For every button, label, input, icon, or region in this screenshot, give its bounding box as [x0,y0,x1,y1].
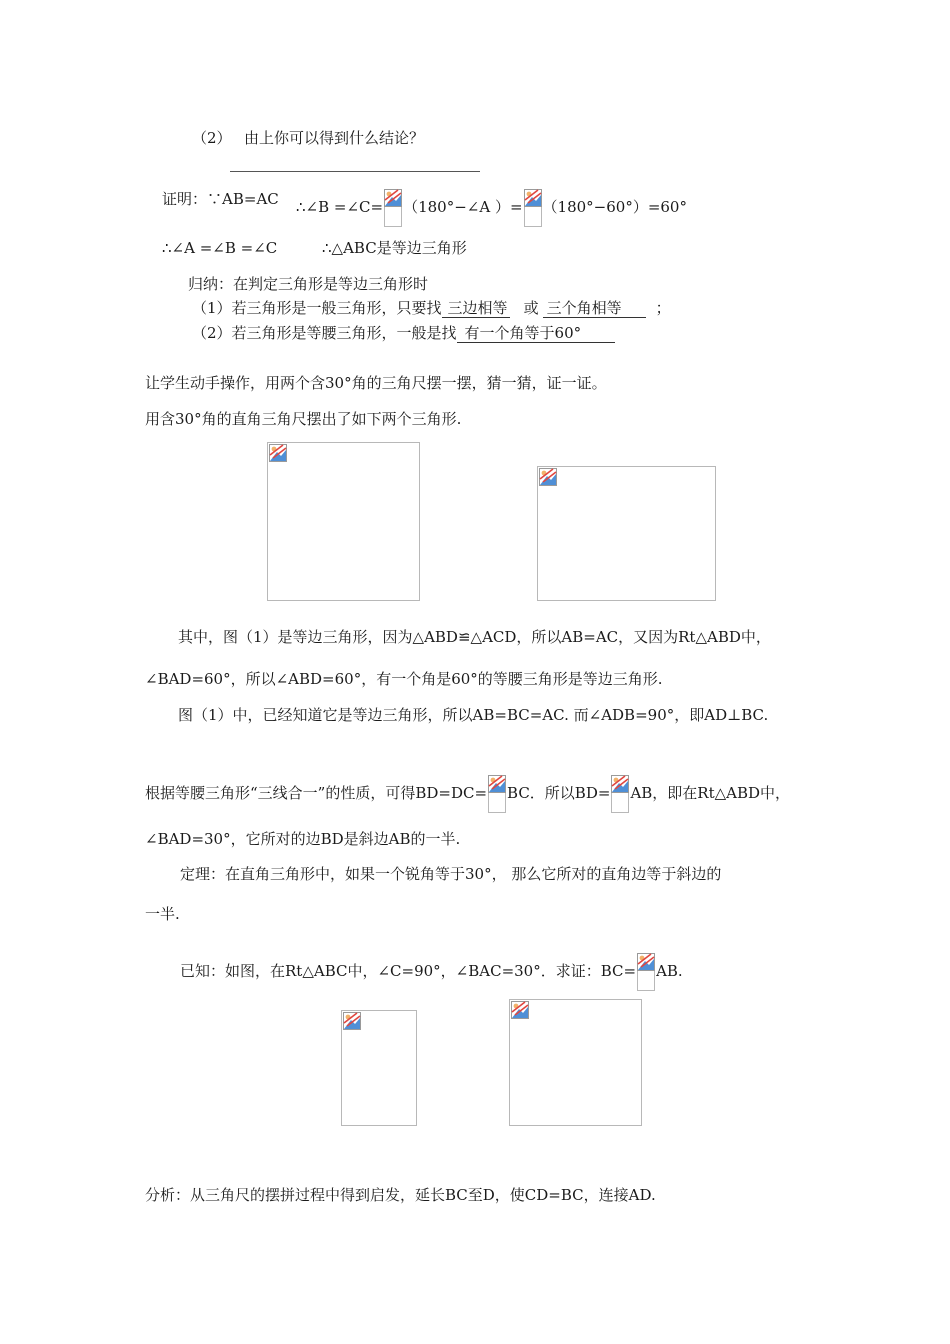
image-placeholder-icon [637,953,655,971]
proof-prefix: 证明： [162,190,208,208]
question-text: 由上你可以得到什么结论？ [244,129,425,147]
summary-title: 归纳：在判定三角形是等边三角形时 [188,275,429,293]
image-placeholder-icon [343,1012,361,1030]
answer-blank [230,171,480,172]
fraction-image-4 [611,775,629,813]
fraction-image-5 [637,953,655,991]
explain-p4-a: 根据等腰三角形“三线合一”的性质，可得BD=DC= [145,784,488,802]
proof-part2: （180°−∠A ）= [403,198,523,216]
explain-paragraph-4 [145,775,790,813]
explain-p4-b: BC．所以BD= [507,784,611,802]
image-placeholder-icon [539,468,557,486]
image-placeholder-icon [524,189,542,207]
proof-line-2a: ∴∠A =∠B =∠C [162,239,278,257]
given-statement [180,953,683,991]
summary-item-1-or: 或 [523,299,539,317]
explain-paragraph-2: ∠BAD=60°，所以∠ABD=60°，有一个角是60°的等腰三角形是等边三角形. [145,670,663,688]
explain-p4-c: AB，即在Rt△ABD中， [630,784,791,802]
explain-paragraph-1: 其中，图（1）是等边三角形，因为△ABD≌△ACD，所以AB=AC，又因为Rt△ABD中， [178,628,771,646]
figure-4-frame [509,999,642,1126]
proof-part3: （180°−60°）=60° [542,198,687,216]
proof-given: ∵AB=AC [207,190,279,208]
fraction-image-1 [384,189,402,227]
theorem-line-2: 一半. [145,905,180,923]
summary-item-1-end: ； [655,299,671,317]
fraction-image-3 [488,775,506,813]
summary-item-1-prefix: （1）若三角形是一般三角形，只要找 [192,299,442,317]
figure-3-frame [341,1010,417,1126]
image-placeholder-icon [488,775,506,793]
fraction-image-2 [524,189,542,227]
question-number: （2） [192,129,232,147]
proof-equation [296,189,687,227]
theorem-line-1: 定理：在直角三角形中，如果一个锐角等于30°， 那么它所对的直角边等于斜边的 [180,865,722,883]
explain-paragraph-3: 图（1）中，已经知道它是等边三角形，所以AB=BC=AC. 而∠ADB=90°，即AD⊥BC. [178,706,769,724]
summary-item-1 [192,298,671,318]
explain-paragraph-5: ∠BAD=30°，它所对的边BD是斜边AB的一半. [145,830,461,848]
given-text: 已知：如图，在Rt△ABC中，∠C=90°，∠BAC=30°．求证：BC= [180,962,637,980]
summary-item-2-answer: 有一个角等于60° [457,324,616,343]
figure-2-frame [537,466,716,601]
image-placeholder-icon [611,775,629,793]
figure-1-frame [267,442,420,601]
proof-therefore: ∴∠B =∠C= [296,198,384,216]
given-end: AB. [656,962,683,980]
summary-item-2-prefix: （2）若三角形是等腰三角形，一般是找 [192,324,457,342]
proof-line-1 [162,189,279,209]
image-placeholder-icon [384,189,402,207]
image-placeholder-icon [269,444,287,462]
summary-item-1-answer-a: 三边相等 [442,299,510,318]
proof-line-2b: ∴△ABC是等边三角形 [322,239,467,257]
activity-line-1: 让学生动手操作，用两个含30°角的三角尺摆一摆，猜一猜，证一证。 [145,374,607,392]
summary-item-1-answer-b: 三个角相等 [543,299,646,318]
summary-item-2 [192,323,615,343]
analysis-text: 分析：从三角尺的摆拼过程中得到启发，延长BC至D，使CD=BC，连接AD. [145,1186,656,1204]
activity-line-2: 用含30°角的直角三角尺摆出了如下两个三角形. [145,410,462,428]
image-placeholder-icon [511,1001,529,1019]
